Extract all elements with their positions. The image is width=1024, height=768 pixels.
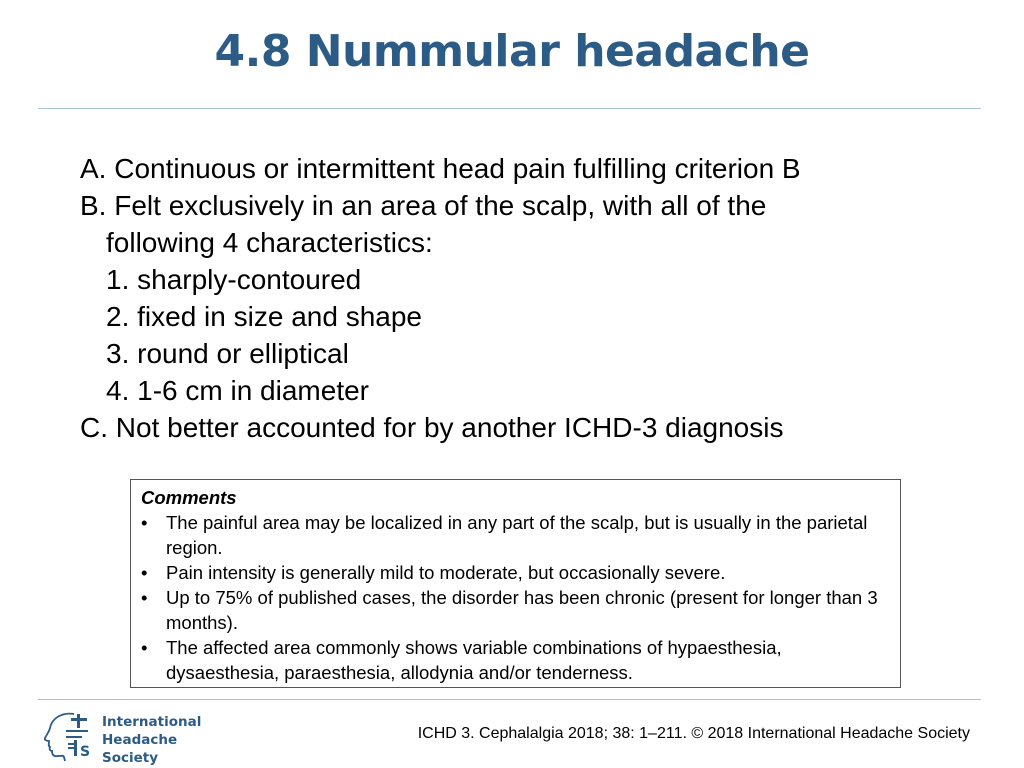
comment-text: The affected area commonly shows variable combinations of hypaesthesia, dysaesthesia, paraesthesia, allodynia and/or tenderness. [166, 637, 782, 683]
title-divider [38, 108, 981, 109]
comment-item [141, 585, 890, 635]
bullet-icon: • [141, 587, 148, 608]
bullet-icon: • [141, 562, 148, 583]
comments-box [130, 479, 901, 688]
criterion-b-continued: following 4 characteristics: [106, 227, 433, 258]
criterion-b: B. Felt exclusively in an area of the scalp, with all of the [80, 190, 767, 221]
comments-heading: Comments [141, 487, 237, 508]
footer-divider [38, 699, 981, 700]
bullet-icon: • [141, 512, 148, 533]
comments-list [141, 510, 890, 685]
comment-text: The painful area may be localized in any part of the scalp, but is usually in the parietal region. [166, 512, 868, 558]
characteristic-1: 1. sharply-contoured [106, 264, 362, 295]
logo-line-2: Headache Society [102, 732, 178, 766]
head-profile-icon [44, 710, 100, 762]
citation: ICHD 3. Cephalalgia 2018; 38: 1–211. © 2018 International Headache Society [417, 725, 970, 742]
comment-item [141, 510, 890, 560]
characteristic-2: 2. fixed in size and shape [106, 301, 422, 332]
slide-title: 4.8 Nummular headache [214, 26, 810, 77]
ihs-logo [44, 710, 234, 766]
comment-text: Up to 75% of published cases, the disorder has been chronic (present for longer than 3 months). [166, 587, 878, 633]
bullet-icon: • [141, 637, 148, 658]
svg-text:S: S [80, 744, 91, 760]
comment-item [141, 635, 890, 685]
logo-wordmark [102, 713, 234, 767]
characteristic-4: 4. 1-6 cm in diameter [106, 375, 369, 406]
criterion-a: A. Continuous or intermittent head pain fulfilling criterion B [80, 153, 801, 184]
logo-line-1: International [102, 714, 202, 730]
comment-item [141, 560, 890, 585]
comment-text: Pain intensity is generally mild to moderate, but occasionally severe. [166, 562, 726, 583]
diagnostic-criteria [80, 150, 960, 446]
criterion-c: C. Not better accounted for by another ICHD-3 diagnosis [80, 412, 784, 443]
characteristic-3: 3. round or elliptical [106, 338, 349, 369]
